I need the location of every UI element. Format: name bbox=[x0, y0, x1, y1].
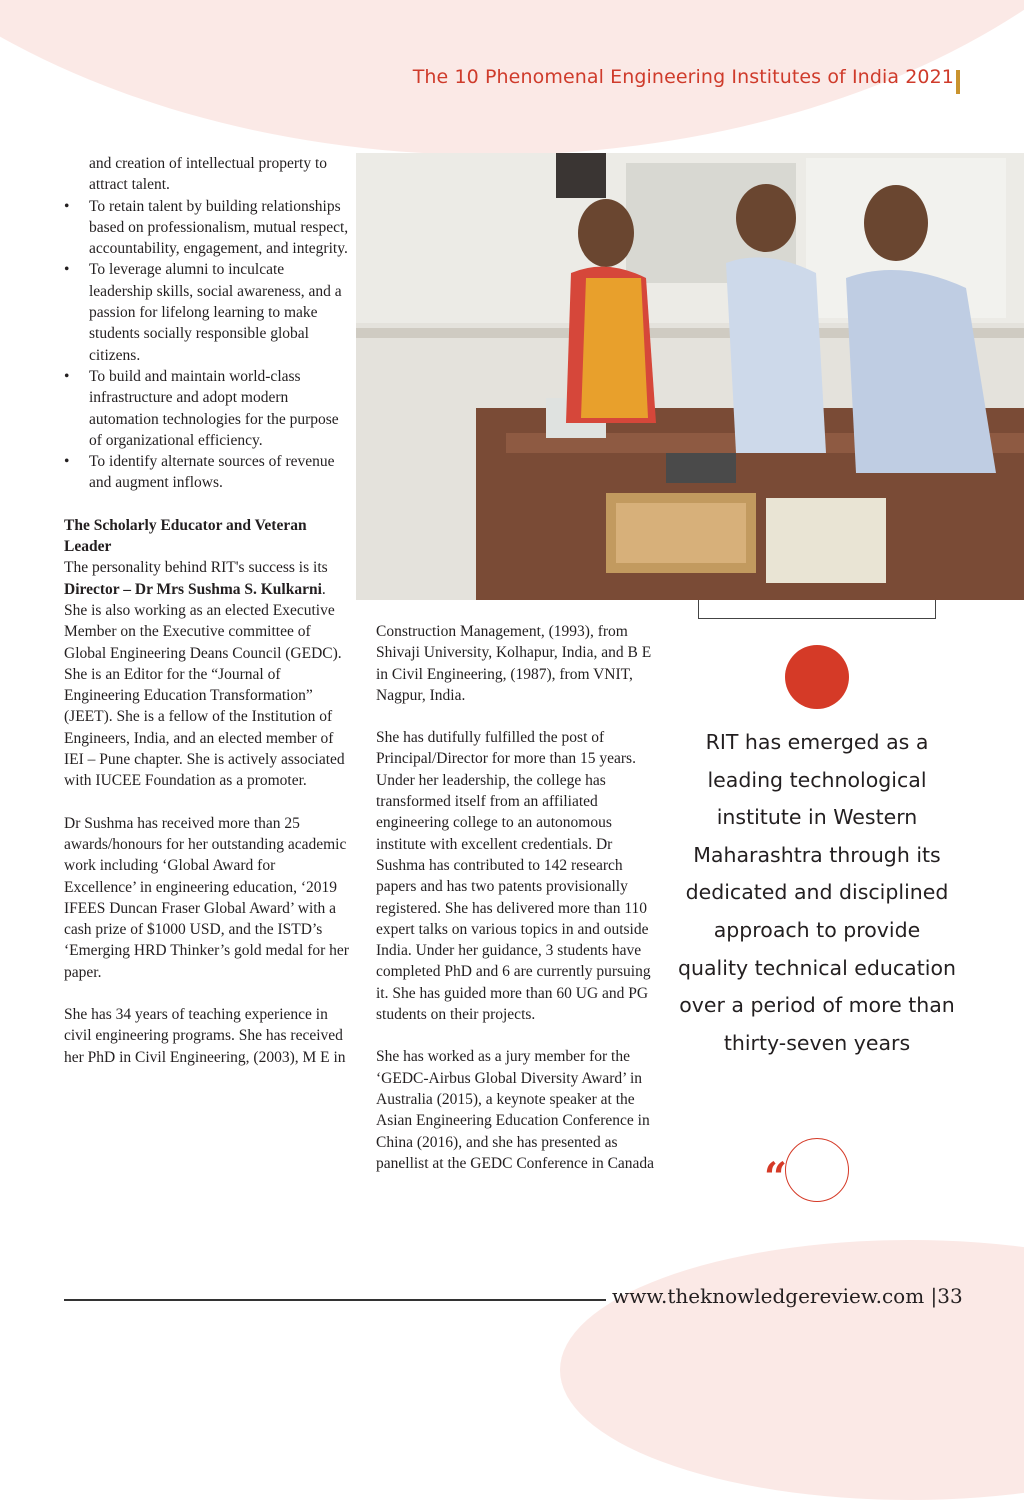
paragraph: She has dutifully fulfilled the post of Principal/Director for more than 15 years. Under her leadership, the college has transformed itself from an affiliated engineering college to an autonomous institute with excellent credentials. Dr Sushma has contributed to 142 research papers and has two patents provisionally registered. She has delivered more than 110 expert talks on various topics in and outside India. Under her guidance, 3 students have completed PhD and 6 are currently pursuing it. She has guided more than 60 UG and PG students on their projects. bbox=[376, 729, 651, 1024]
list-item: • To identify alternate sources of revenue and augment inflows. bbox=[64, 451, 350, 494]
red-dot-ornament bbox=[785, 645, 849, 709]
goals-list bbox=[64, 196, 350, 494]
column-2 bbox=[376, 621, 660, 1174]
paragraph-text: The personality behind RIT's success is its bbox=[64, 559, 328, 577]
paragraph bbox=[64, 557, 350, 791]
list-item: • To build and maintain world-class infrastructure and adopt modern automation technologies for the purpose of organizational efficiency. bbox=[64, 366, 350, 451]
header-accent-bar bbox=[956, 70, 960, 94]
column-1 bbox=[64, 153, 350, 1068]
footer-url-page-number: www.theknowledgereview.com |33 bbox=[612, 1284, 963, 1308]
pull-quote: RIT has emerged as a leading technological institute in Western Maharashtra through its dedicated and disciplined approach to provide quality technical education over a period of more than thirty-seven years bbox=[677, 730, 956, 1055]
running-header: The 10 Phenomenal Engineering Institutes of India 2021 bbox=[412, 66, 954, 88]
paragraph: She has worked as a jury member for the ‘GEDC-Airbus Global Diversity Award’ in Australia (2015), a keynote speaker at the Asian Engineering Education Conference in China (2016), and she has presented as panellist at the GEDC Conference in Canada bbox=[376, 1048, 655, 1172]
paragraph: Construction Management, (1993), from Shivaji University, Kolhapur, India, and B E in Civil Engineering, (1987), from VNIT, Nagpur, India. bbox=[376, 623, 652, 704]
paragraph: She has 34 years of teaching experience in civil engineering programs. She has received her PhD in Civil Engineering, (2003), M E in bbox=[64, 1005, 346, 1066]
list-item: • To retain talent by building relationships based on professionalism, mutual respect, accountability, engagement, and integrity. bbox=[64, 196, 350, 260]
intro-continuation: and creation of intellectual property to attract talent. bbox=[89, 155, 328, 194]
background-shape-bottom bbox=[560, 1240, 1024, 1500]
quote-mark-icon: “ bbox=[764, 1154, 788, 1201]
paragraph: Dr Sushma has received more than 25 awards/honours for her outstanding academic work including ‘Global Award for Excellence’ in engineering education, ‘2019 IFEES Duncan Fraser Global Award’ with a cash prize of $1000 USD, and the ISTD’s ‘Emerging HRD Thinker’s gold medal for her paper. bbox=[64, 814, 349, 981]
list-item: • To leverage alumni to inculcate leadership skills, social awareness, and a passion for lifelong learning to make students socially responsible global citizens. bbox=[64, 259, 350, 365]
footer-rule bbox=[64, 1299, 606, 1301]
caption-frame bbox=[698, 600, 936, 619]
section-heading: The Scholarly Educator and Veteran Leader bbox=[64, 516, 307, 556]
lab-photo bbox=[356, 153, 1024, 600]
quote-circle-ornament bbox=[785, 1138, 849, 1202]
director-name: Director – Dr Mrs Sushma S. Kulkarni bbox=[64, 580, 322, 598]
paragraph-text: . She is also working as an elected Executive Member on the Executive committee of Global Engineering Deans Council (GEDC). She is an Editor for the “Journal of Engineering Education Transformation” (JEET). She is a fellow of the Institution of Engineers, India, and an elected member of IEI – Pune chapter. She is actively associated with IUCEE Foundation as a promoter. bbox=[64, 580, 345, 790]
